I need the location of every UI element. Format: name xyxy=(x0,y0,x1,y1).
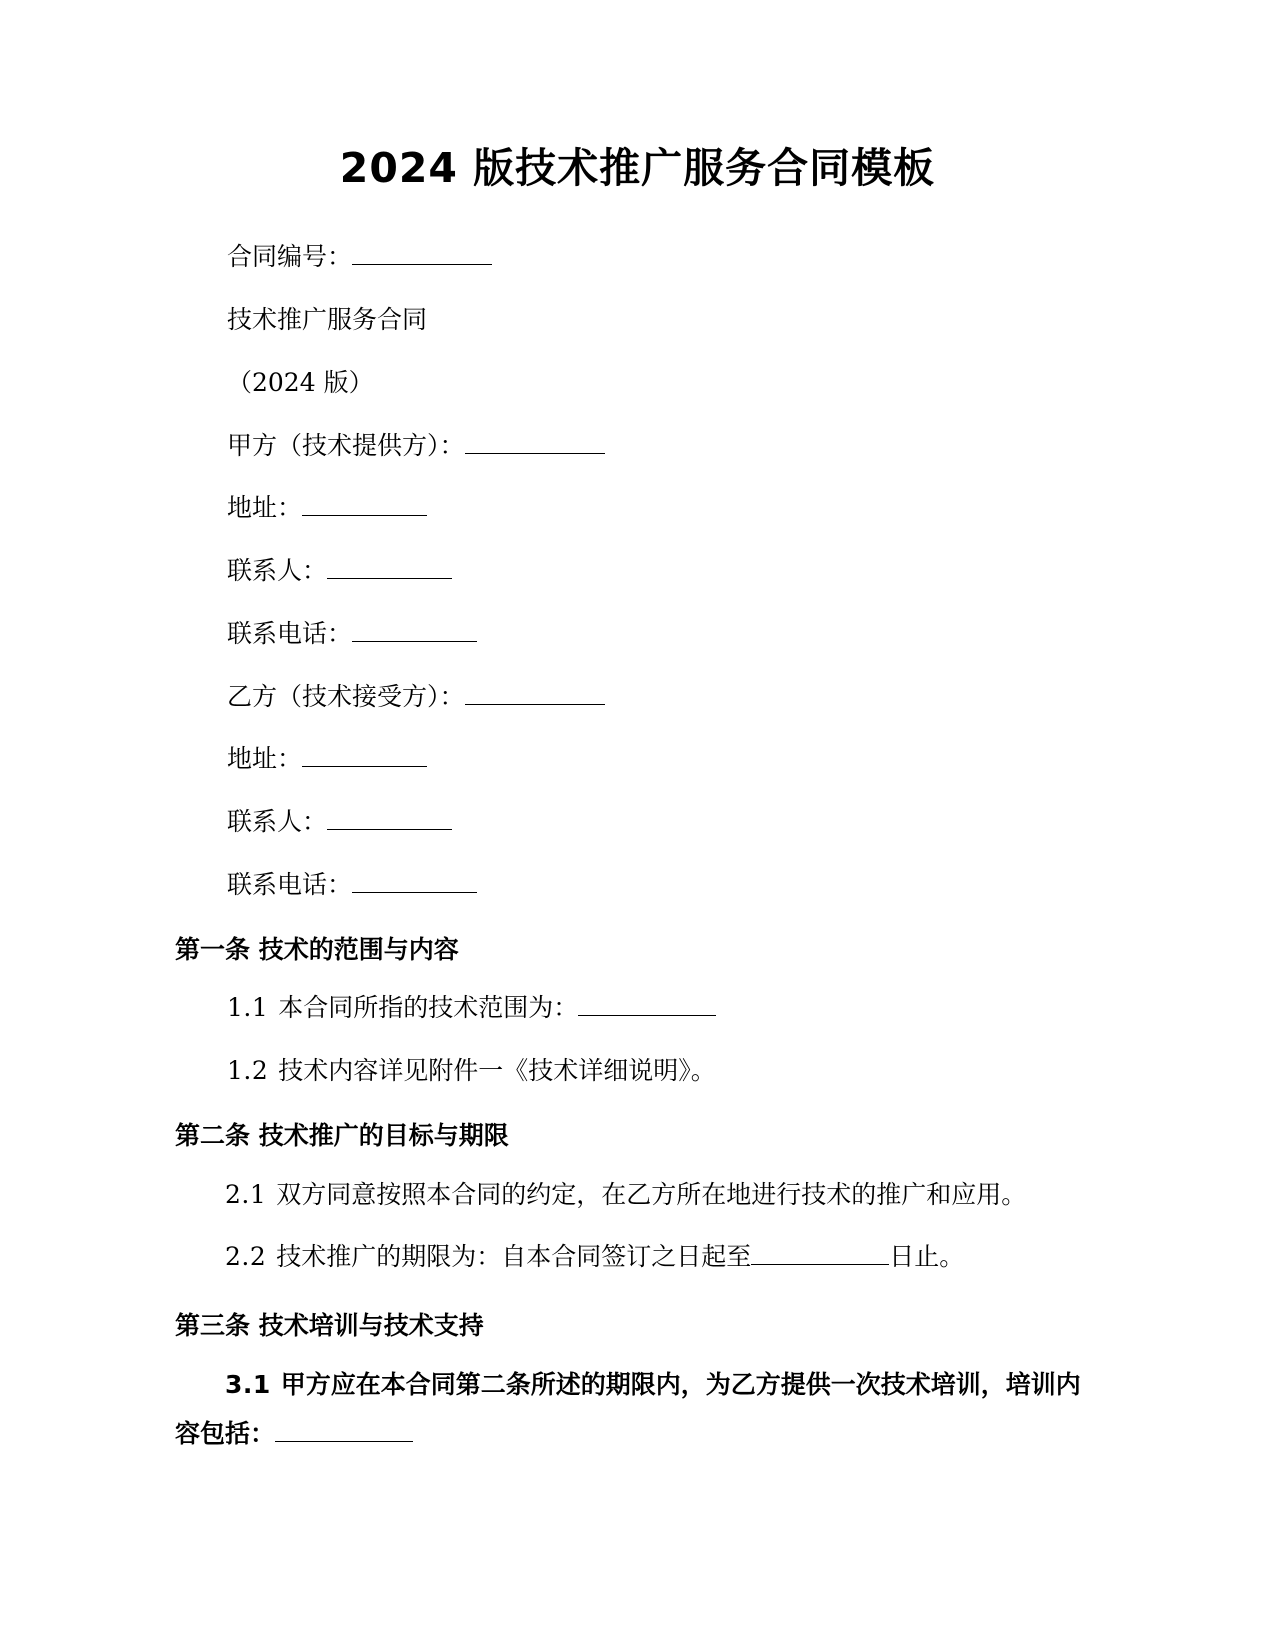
party-a-address-line xyxy=(175,484,1100,533)
party-a-address-label: 地址： xyxy=(227,493,303,523)
clause-1-1 xyxy=(175,984,1100,1033)
party-a-phone-blank[interactable] xyxy=(352,616,477,642)
party-b-phone-blank[interactable] xyxy=(352,867,477,893)
section-heading-3: 第三条 技术培训与技术支持 xyxy=(175,1311,484,1341)
clause-2-2-text: 技术推广的期限为：自本合同签订之日起至 xyxy=(276,1242,752,1272)
clause-1-2-number: 1.2 xyxy=(227,1056,269,1086)
clause-1-2-text: 技术内容详见附件一《技术详细说明》。 xyxy=(278,1056,716,1086)
section-heading-2: 第二条 技术推广的目标与期限 xyxy=(175,1120,509,1150)
party-b-line xyxy=(175,673,1100,722)
party-b-address-label: 地址： xyxy=(227,744,303,774)
party-a-blank[interactable] xyxy=(465,428,605,454)
party-a-contact-line xyxy=(175,547,1100,596)
clause-2-2-blank[interactable] xyxy=(751,1239,889,1265)
contract-number-label: 合同编号： xyxy=(227,242,353,272)
clause-3-1-blank[interactable] xyxy=(275,1416,413,1442)
party-b-phone-label: 联系电话： xyxy=(227,869,353,899)
clause-1-1-blank[interactable] xyxy=(578,990,716,1016)
party-a-label: 甲方（技术提供方）： xyxy=(227,430,465,460)
party-b-phone-line xyxy=(175,861,1100,910)
clause-1-1-number: 1.1 xyxy=(227,993,269,1023)
party-a-address-blank[interactable] xyxy=(302,490,427,516)
clause-1-2 xyxy=(175,1047,1100,1096)
party-b-label: 乙方（技术接受方）： xyxy=(227,681,465,711)
party-b-contact-label: 联系人： xyxy=(227,807,328,837)
clause-2-2-text-after: 日止。 xyxy=(889,1242,965,1272)
document-subtitle-2: （2024 版） xyxy=(227,367,374,397)
party-a-phone-line xyxy=(175,610,1100,659)
contract-number-line xyxy=(175,233,1100,282)
clause-3-1-text: 甲方应在本合同第二条所述的期限内，为乙方提供一次技术培训，培训内容包括： xyxy=(175,1369,1081,1448)
clause-2-1-text: 双方同意按照本合同的约定，在乙方所在地进行技术的推广和应用。 xyxy=(276,1179,1027,1209)
clause-2-2-number: 2.2 xyxy=(225,1242,267,1272)
party-a-contact-label: 联系人： xyxy=(227,556,328,586)
clause-1-1-text: 本合同所指的技术范围为： xyxy=(278,993,579,1023)
page-title: 2024 版技术推广服务合同模板 xyxy=(339,144,936,192)
party-a-line xyxy=(175,422,1100,471)
document-subtitle-1: 技术推广服务合同 xyxy=(227,305,428,335)
party-b-blank[interactable] xyxy=(465,679,605,705)
clause-2-2 xyxy=(175,1233,1100,1282)
clause-2-1 xyxy=(175,1171,1100,1220)
party-b-contact-line xyxy=(175,798,1100,847)
clause-2-1-number: 2.1 xyxy=(225,1179,267,1209)
party-b-address-blank[interactable] xyxy=(302,741,427,767)
clause-3-1 xyxy=(175,1361,1100,1459)
section-heading-1: 第一条 技术的范围与内容 xyxy=(175,934,459,964)
party-b-address-line xyxy=(175,735,1100,784)
clause-3-1-number: 3.1 xyxy=(225,1369,271,1399)
party-a-phone-label: 联系电话： xyxy=(227,618,353,648)
party-b-contact-blank[interactable] xyxy=(327,804,452,830)
contract-number-blank[interactable] xyxy=(352,239,492,265)
party-a-contact-blank[interactable] xyxy=(327,553,452,579)
